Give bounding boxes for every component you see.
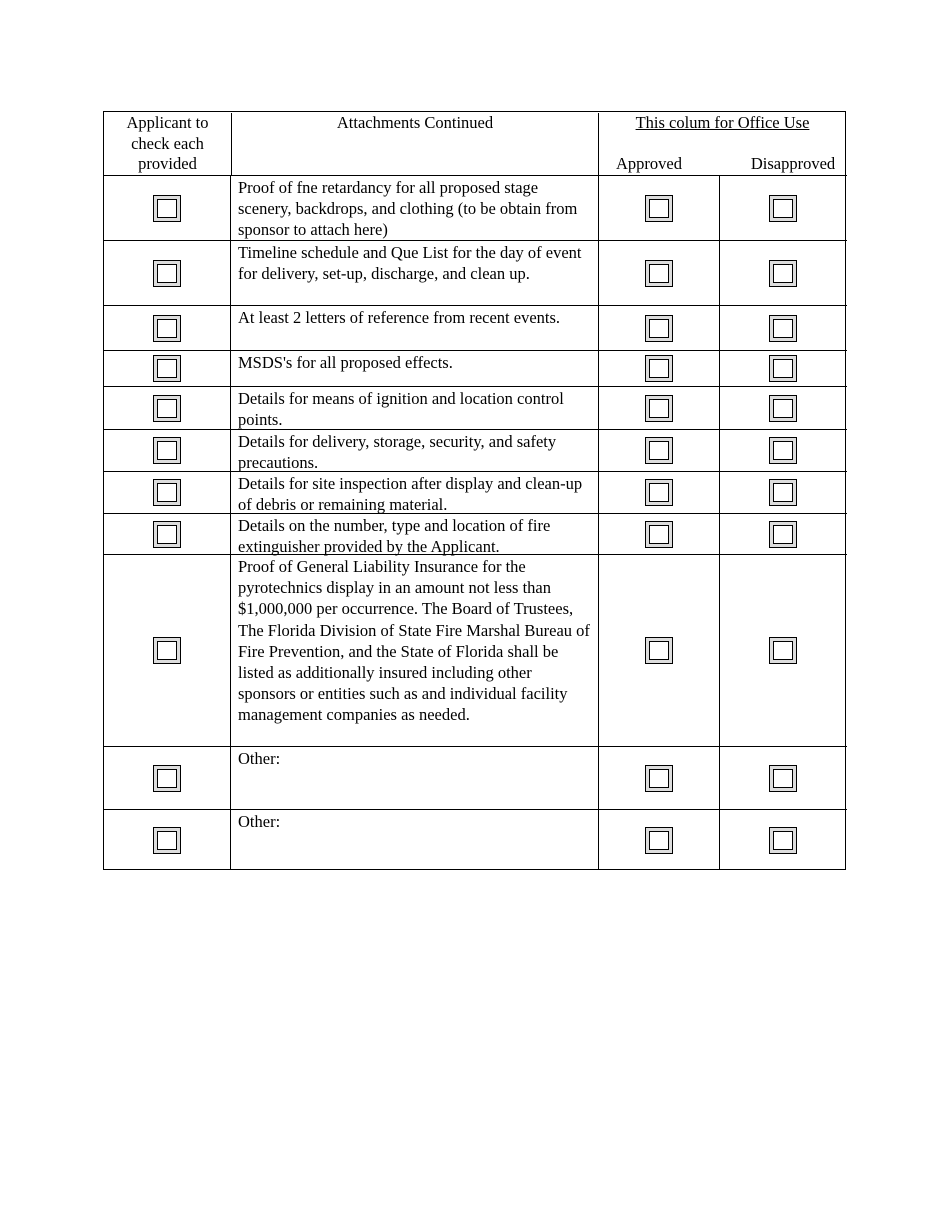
approved-cell [599, 176, 720, 240]
applicant-checkbox[interactable] [153, 260, 181, 287]
disapproved-checkbox[interactable] [769, 765, 797, 792]
approved-checkbox[interactable] [645, 195, 673, 222]
disapproved-checkbox[interactable] [769, 355, 797, 382]
approved-checkbox[interactable] [645, 521, 673, 548]
header-attachments: Attachments Continued [231, 113, 599, 175]
header-applicant [104, 113, 231, 175]
approved-cell [599, 555, 720, 746]
disapproved-cell [720, 472, 846, 513]
approved-cell [599, 351, 720, 386]
table-row [104, 386, 847, 429]
applicant-checkbox[interactable] [153, 315, 181, 342]
applicant-checkbox[interactable] [153, 395, 181, 422]
attachment-description: At least 2 letters of reference from recent events. [231, 306, 599, 350]
attachment-description: Timeline schedule and Que List for the day of event for delivery, set-up, discharge, and clean up. [231, 241, 599, 305]
approved-checkbox[interactable] [645, 827, 673, 854]
applicant-cell [104, 514, 231, 554]
attachment-description: Details on the number, type and location of fire extinguisher provided by the Applicant. [231, 514, 599, 554]
disapproved-checkbox[interactable] [769, 637, 797, 664]
disapproved-cell [720, 351, 846, 386]
disapproved-checkbox[interactable] [769, 437, 797, 464]
applicant-cell [104, 306, 231, 350]
approved-cell [599, 430, 720, 471]
approved-cell [599, 747, 720, 809]
table-row [104, 513, 847, 557]
table-row [104, 554, 847, 746]
applicant-cell [104, 810, 231, 870]
applicant-cell [104, 472, 231, 513]
header-line: provided [138, 154, 197, 173]
disapproved-cell [720, 514, 846, 554]
approved-checkbox[interactable] [645, 355, 673, 382]
applicant-cell [104, 555, 231, 746]
disapproved-cell [720, 430, 846, 471]
approved-checkbox[interactable] [645, 765, 673, 792]
approved-checkbox[interactable] [645, 315, 673, 342]
disapproved-cell [720, 810, 846, 870]
disapproved-cell [720, 306, 846, 350]
table-row [104, 175, 847, 240]
disapproved-cell [720, 387, 846, 429]
attachments-table [103, 111, 846, 870]
applicant-cell [104, 387, 231, 429]
applicant-checkbox[interactable] [153, 195, 181, 222]
table-row [104, 746, 847, 809]
applicant-checkbox[interactable] [153, 765, 181, 792]
table-row [104, 471, 847, 513]
attachment-description: Details for site inspection after display and clean-up of debris or remaining material. [231, 472, 599, 513]
applicant-checkbox[interactable] [153, 355, 181, 382]
disapproved-checkbox[interactable] [769, 521, 797, 548]
disapproved-cell [720, 747, 846, 809]
attachment-description: Other: [231, 810, 599, 870]
approved-checkbox[interactable] [645, 437, 673, 464]
disapproved-cell [720, 176, 846, 240]
applicant-cell [104, 430, 231, 471]
disapproved-checkbox[interactable] [769, 827, 797, 854]
header-disapproved: Disapproved [750, 154, 836, 173]
table-row [104, 305, 847, 350]
header-office-use: This colum for Office Use [635, 113, 810, 132]
attachment-description: MSDS's for all proposed effects. [231, 351, 599, 386]
header-line: Applicant to [126, 113, 209, 132]
header-approved: Approved [616, 154, 682, 173]
approved-cell [599, 387, 720, 429]
applicant-cell [104, 176, 231, 240]
approved-checkbox[interactable] [645, 260, 673, 287]
disapproved-checkbox[interactable] [769, 260, 797, 287]
table-row [104, 240, 847, 305]
attachment-description: Proof of fne retardancy for all proposed stage scenery, backdrops, and clothing (to be obtain from sponsor to attach here) [231, 176, 599, 240]
applicant-cell [104, 241, 231, 305]
attachment-description: Details for delivery, storage, security, and safety precautions. [231, 430, 599, 471]
approved-cell [599, 514, 720, 554]
disapproved-checkbox[interactable] [769, 195, 797, 222]
disapproved-checkbox[interactable] [769, 479, 797, 506]
applicant-cell [104, 747, 231, 809]
disapproved-checkbox[interactable] [769, 315, 797, 342]
approved-cell [599, 241, 720, 305]
approved-cell [599, 810, 720, 870]
applicant-checkbox[interactable] [153, 827, 181, 854]
table-row [104, 429, 847, 471]
approved-checkbox[interactable] [645, 637, 673, 664]
table-row [104, 809, 847, 870]
header-line: check each [131, 133, 204, 153]
approved-checkbox[interactable] [645, 479, 673, 506]
approved-cell [599, 306, 720, 350]
disapproved-checkbox[interactable] [769, 395, 797, 422]
table-row [104, 350, 847, 386]
approved-checkbox[interactable] [645, 395, 673, 422]
disapproved-cell [720, 241, 846, 305]
attachment-description: Details for means of ignition and location control points. [231, 387, 599, 429]
attachment-description: Proof of General Liability Insurance for the pyrotechnics display in an amount not less than $1,000,000 per occurrence. The Board of Trustees, The Florida Division of State Fire Marshal Bureau of Fire Prevention, and the State of Florida shall be listed as additionally insured including other sponsors or entities such as and individual facility management companies as needed. [231, 555, 599, 746]
applicant-checkbox[interactable] [153, 479, 181, 506]
applicant-cell [104, 351, 231, 386]
applicant-checkbox[interactable] [153, 521, 181, 548]
applicant-checkbox[interactable] [153, 637, 181, 664]
disapproved-cell [720, 555, 846, 746]
attachment-description: Other: [231, 747, 599, 809]
approved-cell [599, 472, 720, 513]
applicant-checkbox[interactable] [153, 437, 181, 464]
